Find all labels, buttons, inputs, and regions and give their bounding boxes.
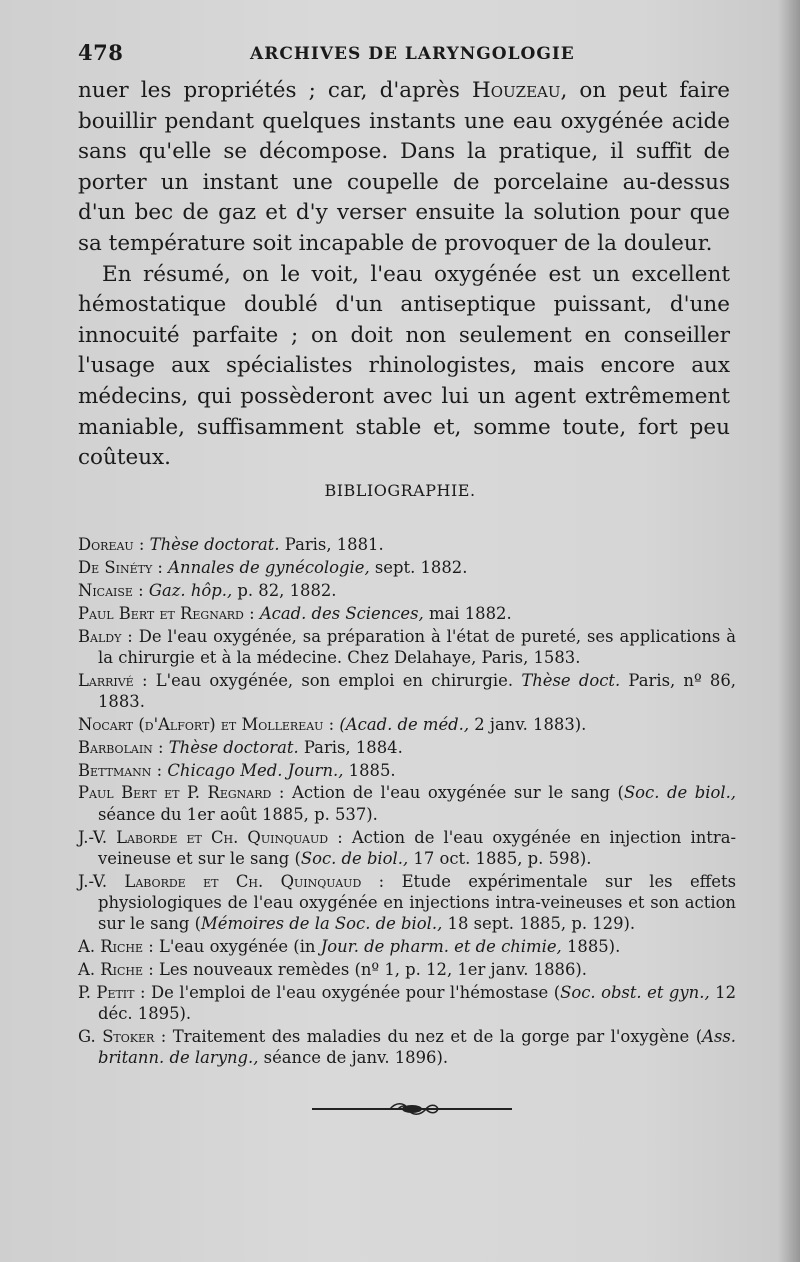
bib-rest: Paris, 1881.: [279, 535, 384, 554]
bibliography-entry: [78, 982, 736, 1024]
ornament-divider: [312, 1100, 512, 1118]
bib-author: A. Riche: [78, 959, 143, 979]
bib-author: G. Stoker: [78, 1026, 155, 1046]
bibliography-entry: [78, 737, 736, 758]
paragraph-1-author: Houzeau: [471, 78, 561, 103]
bib-title: Gaz. hôp.,: [148, 580, 233, 600]
bib-rest: Etude expérimentale sur les effets physiologiques de l'eau oxygénée en injections intra-veineuses et son action sur le sang (: [98, 871, 736, 934]
bib-title-2: Ass. britann. de laryng.,: [98, 1026, 736, 1067]
bib-title: Chicago Med. Journ.,: [167, 760, 344, 780]
bib-rest: p. 82, 1882.: [232, 580, 337, 600]
bib-rest-2: 18 sept. 1885, p. 129).: [442, 914, 636, 934]
bib-rest: L'eau oxygénée (in: [158, 936, 321, 956]
bib-title: Thèse doctorat.: [168, 737, 299, 757]
bib-separator: :: [154, 1026, 173, 1046]
bib-author: Nicaise: [78, 580, 133, 600]
bib-rest: sept. 1882.: [369, 557, 468, 577]
page-edge-shadow: [778, 0, 800, 1262]
bib-author: Nocart (d'Alfort) et Mollereau: [78, 714, 324, 734]
bib-separator: :: [142, 936, 159, 956]
bib-author: Barbolain: [78, 737, 153, 757]
bib-separator: :: [132, 580, 149, 600]
bib-rest: Action de l'eau oxygénée en injection intra-veineuse et sur le sang (: [98, 827, 736, 868]
bib-rest: Paris, 1884.: [298, 737, 403, 757]
bib-rest: mai 1882.: [423, 603, 512, 623]
bib-rest: Action de l'eau oxygénée sur le sang (: [291, 783, 624, 803]
bibliography-list: [78, 534, 736, 1070]
bib-author: Larrivé: [78, 670, 134, 690]
bib-rest: 2 janv. 1883).: [469, 714, 587, 734]
bib-separator: :: [323, 714, 340, 734]
body-text: [78, 76, 730, 474]
bib-title-2: Mémoires de la Soc. de biol.,: [201, 914, 443, 934]
bib-separator: :: [151, 760, 168, 780]
bibliography-entry: [78, 827, 736, 869]
bibliography-entry: [78, 603, 736, 624]
bib-author: Doreau: [78, 535, 134, 554]
bib-rest-2: 1885).: [561, 936, 621, 956]
bib-separator: :: [243, 603, 260, 623]
bib-author: Paul Bert et P. Regnard: [78, 783, 272, 803]
bibliography-entry: [78, 760, 736, 781]
bib-separator: :: [152, 737, 169, 757]
bibliography-entry: [78, 959, 736, 980]
bib-author: A. Riche: [78, 936, 143, 956]
bib-title: Thèse doctorat.: [149, 535, 280, 554]
bibliography-entry: [78, 626, 736, 668]
bibliography-entry: [78, 871, 736, 935]
bib-rest-2: 12 déc. 1895).: [98, 982, 737, 1023]
bib-title: Annales de gynécologie,: [168, 557, 370, 577]
bib-separator: :: [121, 626, 139, 646]
bib-separator: :: [361, 871, 402, 891]
bibliography-entry: [78, 714, 736, 735]
bib-title-2: Soc. de biol.,: [623, 783, 736, 803]
bib-separator: :: [328, 827, 352, 847]
bib-rest: 1885.: [343, 760, 396, 780]
bib-separator: :: [133, 670, 156, 690]
paragraph-1: [78, 76, 730, 260]
bib-separator: :: [142, 959, 159, 979]
bibliography-entry: [78, 936, 736, 957]
bib-separator: :: [271, 783, 292, 803]
bibliography-entry: [78, 782, 736, 824]
bib-rest-2: Paris, nº 86, 1883.: [98, 670, 736, 711]
bib-author: P. Petit: [78, 982, 135, 1002]
bib-title-2: Jour. de pharm. et de chimie,: [320, 936, 562, 956]
bib-title-2: Thèse doct.: [521, 670, 621, 690]
bib-title-2: Soc. obst. et gyn.,: [560, 982, 710, 1002]
bib-author: J.-V. Laborde et Ch. Quinquaud: [78, 827, 329, 847]
bib-rest: De l'eau oxygénée, sa préparation à l'état de pureté, ses applications à la chirurgie et à la médecine. Chez Delahaye, Paris, 1583.: [98, 626, 736, 667]
bib-separator: :: [152, 557, 169, 577]
paragraph-1-part-a: nuer les propriétés ; car, d'après: [78, 78, 472, 103]
bibliography-title: BIBLIOGRAPHIE.: [324, 481, 476, 500]
bib-title: Acad. des Sciences,: [259, 603, 424, 623]
bibliography-entry: [78, 1026, 736, 1068]
bib-title: (Acad. de méd.,: [339, 714, 470, 734]
bib-rest-2: séance de janv. 1896).: [258, 1047, 449, 1067]
bib-rest: Les nouveaux remèdes (nº 1, p. 12, 1er janv. 1886).: [158, 959, 587, 979]
page-header: [78, 40, 738, 70]
bib-rest: L'eau oxygénée, son emploi en chirurgie.: [155, 670, 522, 690]
bib-title-2: Soc. de biol.,: [300, 848, 409, 868]
paragraph-1-part-b: , on peut faire bouillir pendant quelques instants une eau oxygénée acide sans qu'elle se décompose. Dans la pratique, il suffit de porter un instant une coupelle de porcelaine au-dessus d'un bec de gaz et d'y verser ensuite la solution pour que sa température soit incapable de provoquer de la douleur.: [78, 78, 730, 256]
bib-author: Baldy: [78, 626, 122, 646]
paragraph-2: En résumé, on le voit, l'eau oxygénée est un excellent hémostatique doublé d'un antiseptique puissant, d'une innocuité parfaite ; on doit non seulement en conseiller l'usage aux spécialistes rhinologistes, mais encore aux médecins, qui possèderont avec lui un agent extrêmement maniable, suffisamment stable et, somme toute, fort peu coûteux.: [78, 261, 730, 471]
bib-separator: :: [134, 982, 152, 1002]
bib-rest-2: séance du 1er août 1885, p. 537).: [98, 804, 378, 824]
page-number: 478: [78, 40, 124, 65]
bib-separator: :: [133, 535, 150, 554]
bib-rest-2: 17 oct. 1885, p. 598).: [408, 848, 592, 868]
bibliography-entry: [78, 670, 736, 712]
bib-rest: Traitement des maladies du nez et de la gorge par l'oxygène (: [172, 1026, 703, 1046]
bib-author: Paul Bert et Regnard: [78, 603, 244, 623]
bib-author: Bettmann: [78, 760, 152, 780]
bibliography-entry: [78, 580, 736, 601]
running-head: ARCHIVES DE LARYNGOLOGIE: [250, 44, 575, 64]
bib-rest: De l'emploi de l'eau oxygénée pour l'hémostase (: [151, 982, 561, 1002]
bib-author: J.-V. Laborde et Ch. Quinquaud: [78, 871, 362, 891]
bibliography-entry: [78, 534, 736, 555]
bib-author: De Sinéty: [78, 557, 153, 577]
bibliography-entry: [78, 557, 736, 578]
